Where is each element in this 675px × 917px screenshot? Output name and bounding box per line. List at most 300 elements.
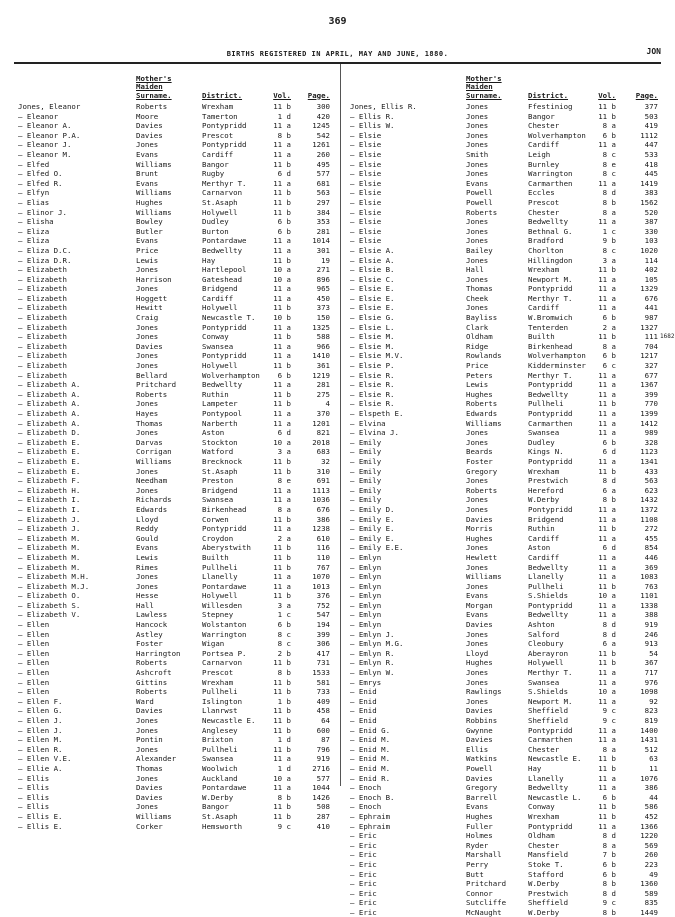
entry-page: 1020 [640,245,658,255]
entry-page: 976 [644,677,658,687]
entry-page: 1098 [640,687,658,697]
entry-maiden-surname: Jones [136,485,159,495]
entry-district: Bedwellty [528,562,569,572]
entry-name: — Elsie R. [350,370,395,380]
entry-page: 919 [644,620,658,630]
entry-page: 495 [316,159,330,169]
entry-volume: 11 a [598,284,616,294]
entry-volume: 11 a [273,409,291,418]
entry-maiden-surname: Holmes [466,831,493,841]
register-entry [346,601,664,611]
left-entries [14,102,336,831]
entry-page: 586 [644,802,658,812]
entry-maiden-surname: Williams [136,207,172,217]
register-entry [14,774,336,784]
right-column [346,66,664,917]
entry-district: Warrington [528,169,573,179]
register-entry [14,188,336,198]
entry-maiden-surname: Gregory [466,466,498,476]
entry-page: 752 [316,600,330,610]
entry-volume: 8 d [602,476,616,486]
entry-name: — Emily [350,447,382,457]
entry-volume: 8 c [277,629,291,639]
entry-volume: 11 a [598,725,616,735]
entry-page: 1449 [640,907,658,917]
left-column-header [14,66,336,102]
entry-page: 1238 [312,524,330,534]
register-entry [14,582,336,592]
register-entry [346,399,664,409]
entry-page: 272 [644,524,658,534]
entry-volume: 11 b [273,687,291,697]
entry-name: — Elizabeth [18,303,67,313]
entry-page: 770 [644,399,658,409]
register-entry [14,467,336,477]
register-entry [346,476,664,486]
entry-name: — Ellis [18,773,50,783]
entry-page: 610 [316,533,330,543]
entry-maiden-surname: Jones [136,725,159,735]
entry-name: — Enid R. [350,773,391,783]
entry-maiden-surname: Jones [466,236,489,246]
entry-volume: 3 a [277,600,291,610]
entry-name: — Emily E. [350,524,395,534]
entry-name: — Elias [18,197,50,207]
entry-page: 1412 [640,418,658,428]
entry-district: Bangor [528,111,555,121]
right-column-header [346,66,664,102]
entry-name: — Elsie P. [350,361,395,371]
entry-volume: 6 b [602,859,616,869]
entry-volume: 8 a [277,504,291,514]
entry-name: — Eric [350,888,377,898]
entry-page: 301 [316,245,330,255]
entry-page: 1070 [312,572,330,582]
entry-maiden-surname: Thomas [136,418,163,428]
entry-name: — Elsie [350,197,382,207]
entry-maiden-surname: Jones [136,572,159,582]
entry-name: — Elizabeth [18,313,67,323]
entry-maiden-surname: Gould [136,533,159,543]
entry-maiden-surname: Evans [136,178,159,188]
register-entry [14,284,336,294]
register-entry [346,236,664,246]
entry-volume: 11 b [273,802,291,812]
entry-name: — Elizabeth A. [18,418,81,428]
entry-volume: 11 a [273,178,291,188]
register-entry [346,658,664,668]
entry-name: — Elizabeth S. [18,600,81,610]
entry-volume: 11 b [273,456,291,466]
entry-volume: 11 a [598,217,616,227]
entry-district: Bedwellty [202,380,243,390]
register-entry [346,822,664,832]
register-entry [346,620,664,630]
entry-page: 681 [316,178,330,188]
entry-district: Eccles [528,188,555,198]
entry-volume: 11 a [273,149,291,159]
entry-district: Carnarvon [202,658,243,668]
entry-maiden-surname: Gwynne [466,725,493,735]
entry-volume: 11 b [273,361,291,371]
register-entry [346,284,664,294]
entry-page: 821 [316,428,330,438]
entry-volume: 11 a [598,783,616,793]
entry-page: 446 [644,552,658,562]
entry-name: — Elisha [18,217,54,227]
entry-maiden-surname: Brunt [136,169,159,179]
entry-volume: 1 b [277,696,291,706]
entry-page: 377 [644,102,658,111]
entry-district: Prestwich [528,888,569,898]
entry-name: — Ellen [18,658,50,668]
entry-maiden-surname: Lawless [136,610,168,620]
entry-district: Wolverhampton [528,130,586,140]
entry-page: 369 [644,562,658,572]
entry-maiden-surname: Roberts [136,102,168,111]
entry-maiden-surname: Astley [136,629,163,639]
register-entry [346,572,664,582]
entry-district: Holywell [202,303,238,313]
register-entry [346,428,664,438]
entry-page: 683 [316,447,330,457]
entry-volume: 9 c [602,706,616,716]
entry-maiden-surname: Roberts [466,207,498,217]
entry-maiden-surname: Thomas [136,763,163,773]
entry-name: — Elizabeth E. [18,447,81,457]
entry-volume: 6 b [602,130,616,140]
register-entry [14,812,336,822]
entry-page: 588 [316,332,330,342]
entry-district: Conway [528,802,555,812]
entry-page: 1341 [640,456,658,466]
entry-district: Brixton [202,735,234,745]
entry-page: 1325 [312,322,330,332]
entry-maiden-surname: Jones [466,543,489,553]
entry-volume: 8 d [602,629,616,639]
entry-name: — Emlyn [350,591,382,601]
register-entry [346,745,664,755]
entry-volume: 6 b [277,370,291,380]
entry-maiden-surname: Oldham [466,332,493,342]
register-entry [346,112,664,122]
entry-volume: 11 b [598,581,616,591]
entry-page: 589 [644,888,658,898]
entry-page: 194 [316,620,330,630]
entry-district: Llanelly [202,572,238,582]
entry-page: 105 [644,274,658,284]
entry-district: Islington [202,696,243,706]
entry-page: 1219 [312,370,330,380]
entry-maiden-surname: Davies [466,773,493,783]
entry-maiden-surname: Morris [466,524,493,534]
entry-page: 1562 [640,197,658,207]
entry-volume: 11 a [598,456,616,466]
entry-maiden-surname: Ryder [466,840,489,850]
entry-district: Watford [202,447,234,457]
register-entry [346,246,664,256]
register-entry [14,754,336,764]
entry-volume: 11 b [273,159,291,169]
entry-page: 542 [316,130,330,140]
entry-volume: 1 c [602,226,616,236]
entry-district: Newport M. [528,696,573,706]
entry-name: — Enid [350,696,377,706]
entry-name: — Eric [350,879,377,889]
entry-district: Pontypridd [202,351,247,361]
entry-maiden-surname: Lloyd [466,648,489,658]
entry-name: — Ellis R. [350,111,395,121]
entry-name: — Ephraim [350,821,391,831]
entry-maiden-surname: Jones [466,696,489,706]
entry-name: — Elizabeth H. [18,485,81,495]
register-entry [14,419,336,429]
entry-volume: 9 c [277,821,291,831]
entry-maiden-surname: Davies [136,130,163,140]
register-entry [346,323,664,333]
entry-maiden-surname: Hall [136,600,154,610]
entry-name: — Enid M. [350,754,391,764]
register-entry [14,783,336,793]
entry-volume: 8 a [602,840,616,850]
entry-page: 306 [316,639,330,649]
entry-page: 150 [316,313,330,323]
entry-volume: 11 b [273,188,291,198]
entry-volume: 11 b [273,303,291,313]
entry-maiden-surname: Hughes [466,658,493,668]
entry-volume: 11 a [598,562,616,572]
entry-name: — Enid M. [350,763,391,773]
entry-district: Carmarthen [528,735,573,745]
entry-page: 328 [644,437,658,447]
entry-district: Dudley [202,217,229,227]
entry-name: — Ellis E. [18,811,63,821]
entry-maiden-surname: Jones [466,255,489,265]
entry-district: Pullheli [528,399,564,409]
entry-district: Newport M. [528,274,573,284]
entry-district: Aberystwith [202,543,251,553]
entry-district: Cardiff [202,149,234,159]
entry-volume: 11 a [598,552,616,562]
page-corner-ref: JON [646,47,661,56]
entry-volume: 11 b [273,466,291,476]
entry-maiden-surname: Reddy [136,524,159,534]
entry-page: 63 [649,754,658,764]
entry-name: — Ellen [18,677,50,687]
entry-district: Sheffield [528,716,569,725]
entry-page: 1101 [640,591,658,601]
entry-district: Chester [528,207,560,217]
entry-page: 116 [316,543,330,553]
entry-name: — Ellen J. [18,716,63,725]
register-entry [14,735,336,745]
entry-maiden-surname: Powell [466,188,493,198]
entry-page: 271 [316,265,330,275]
register-entry [346,543,664,553]
entry-page: 577 [316,169,330,179]
entry-district: Auckland [202,773,238,783]
entry-name: — Elvina J. [350,428,399,438]
entry-name: — Eliza [18,226,50,236]
entry-volume: 6 a [602,485,616,495]
entry-page: 111 [644,332,658,342]
entry-maiden-surname: Jones [466,476,489,486]
entry-name: — Enoch [350,783,382,793]
entry-name: — Elizabeth A. [18,409,81,418]
entry-maiden-surname: Evans [466,610,489,620]
entry-page: 418 [644,159,658,169]
register-entry [346,812,664,822]
entry-maiden-surname: Jones [136,265,159,275]
entry-volume: 11 a [273,783,291,793]
entry-volume: 8 a [602,341,616,351]
entry-name: — Elsie R. [350,380,395,390]
entry-volume: 11 b [273,658,291,668]
entry-page: 691 [316,476,330,486]
entry-volume: 11 a [273,341,291,351]
left-column [14,66,336,831]
entry-volume: 11 b [273,332,291,342]
register-entry [346,265,664,275]
entry-maiden-surname: Roberts [136,389,168,399]
entry-page: 327 [644,361,658,371]
entry-volume: 10 a [598,687,616,697]
entry-maiden-surname: Gittins [136,677,168,687]
entry-volume: 11 b [598,332,616,342]
register-entry [14,131,336,141]
entry-volume: 11 b [598,754,616,764]
entry-name: — Elizabeth A. [18,399,81,409]
entry-volume: 11 a [273,524,291,534]
header-page: Page. [307,90,330,100]
entry-page: 1533 [312,668,330,678]
entry-name: — Emily [350,437,382,447]
entry-name: — Elsie M. [350,332,395,342]
entry-maiden-surname: Price [466,361,489,371]
entry-district: Ruthin [528,524,555,534]
entry-name: — Elizabeth D. [18,428,81,438]
register-entry [14,313,336,323]
register-entry [14,438,336,448]
entry-name: — Eleanor P.A. [18,130,81,140]
entry-district: Pullheli [202,687,238,697]
entry-name: — Emily [350,485,382,495]
entry-name: — Elizabeth M. [18,562,81,572]
entry-name: — Eric [350,869,377,879]
entry-volume: 6 a [602,639,616,649]
register-entry [346,179,664,189]
entry-name: — Emlyn R. [350,658,395,668]
register-entry [346,150,664,160]
register-entry [346,563,664,573]
entry-maiden-surname: Williams [466,572,502,582]
entry-district: Burnley [528,159,560,169]
entry-district: Bedwellty [528,783,569,793]
entry-name: — Elsie [350,217,382,227]
register-entry [14,217,336,227]
entry-page: 450 [316,293,330,303]
register-entry [346,131,664,141]
register-entry [346,256,664,266]
entry-name: — Elizabeth M.J. [18,581,90,591]
register-entry [14,543,336,553]
entry-volume: 6 b [602,437,616,447]
entry-district: Newcastle L. [528,792,582,802]
entry-page: 767 [316,562,330,572]
entry-maiden-surname: Bellard [136,370,168,380]
entry-district: W.Derby [528,495,560,505]
entry-page: 1338 [640,600,658,610]
entry-page: 508 [316,802,330,812]
entry-page: 1112 [640,130,658,140]
entry-district: Brecknock [202,456,243,466]
header-rule [14,62,661,64]
entry-volume: 11 a [273,322,291,332]
entry-maiden-surname: Jones [466,140,489,150]
entry-volume: 6 d [602,447,616,457]
register-entry [14,534,336,544]
register-entry [346,419,664,429]
entry-district: Holywell [528,658,564,668]
entry-page: 1217 [640,351,658,361]
entry-volume: 11 a [598,370,616,380]
entry-district: Llanrwst [202,706,238,716]
entry-volume: 11 a [598,303,616,313]
entry-volume: 8 a [602,744,616,754]
entry-district: Ashton [528,620,555,630]
entry-volume: 8 e [602,159,616,169]
entry-volume: 11 a [598,572,616,582]
entry-maiden-surname: Powell [466,763,493,773]
entry-page: 64 [321,716,330,725]
entry-maiden-surname: Davies [466,706,493,716]
entry-name: — Ellis W. [350,121,395,131]
entry-volume: 11 b [598,658,616,668]
register-entry [14,486,336,496]
entry-volume: 11 a [598,514,616,524]
entry-district: Swansea [528,428,560,438]
entry-name: — Elsie M.V. [350,351,404,361]
entry-district: Newcastle E. [202,716,256,725]
entry-name: — Ellen F. [18,696,63,706]
entry-name: — Elfed O. [18,169,63,179]
entry-name: — Elsie R. [350,389,395,399]
entry-volume: 11 a [598,504,616,514]
entry-volume: 8 c [602,245,616,255]
entry-maiden-surname: Ashcroft [136,668,172,678]
register-entry [346,380,664,390]
entry-name: — Elizabeth [18,370,67,380]
entry-page: 919 [316,754,330,764]
entry-page: 19 [321,255,330,265]
entry-maiden-surname: Moore [136,111,159,121]
entry-district: Aberayron [528,648,569,658]
entry-volume: 8 a [602,207,616,217]
entry-district: Lampeter [202,399,238,409]
entry-volume: 3 a [602,255,616,265]
entry-volume: 10 a [273,437,291,447]
register-entry [14,265,336,275]
register-entry [14,332,336,342]
entry-district: Newcastle E. [528,754,582,764]
register-entry [14,227,336,237]
entry-district: Bridgend [202,284,238,294]
register-entry [14,764,336,774]
register-entry [14,208,336,218]
register-entry [346,889,664,899]
entry-district: Bangor [202,159,229,169]
entry-maiden-surname: Hoggett [136,293,168,303]
